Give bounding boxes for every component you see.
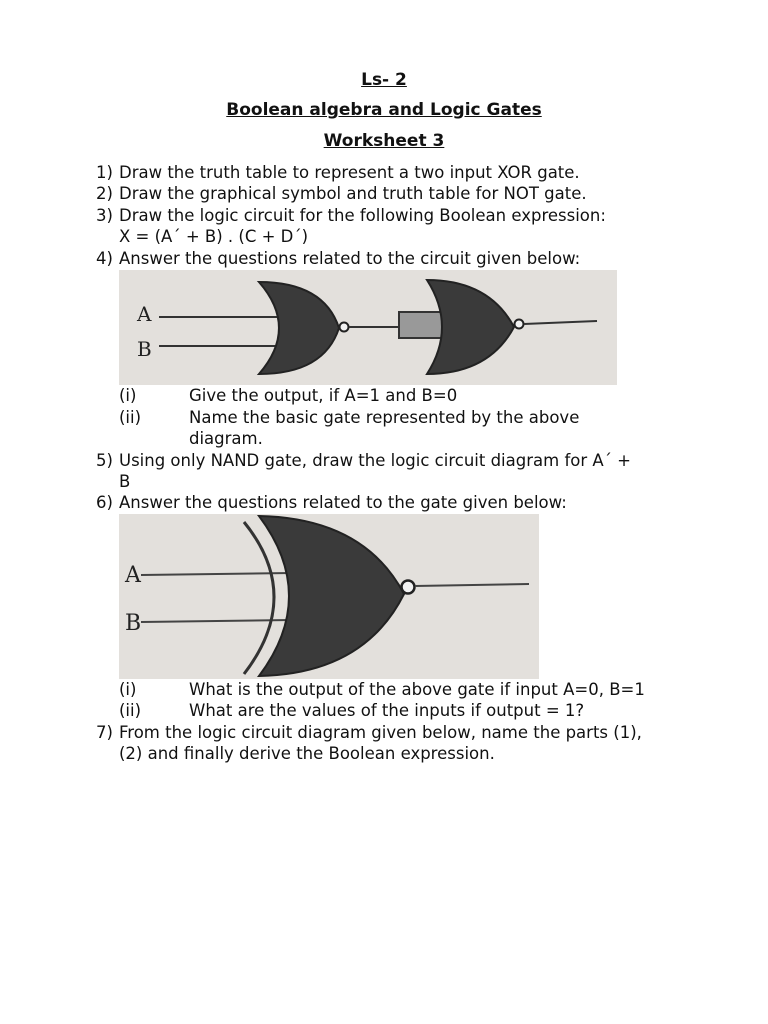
input-wire-a xyxy=(141,573,291,575)
output-wire xyxy=(524,321,597,324)
question-number: 1) xyxy=(96,163,113,182)
buffer-box xyxy=(399,312,443,338)
sub-question-number: (i) xyxy=(119,680,137,699)
question-text: Answer the questions related to the gate given below: xyxy=(119,493,567,512)
question-number: 3) xyxy=(96,206,113,225)
question-number: 2) xyxy=(96,184,113,203)
sub-question-text: Give the output, if A=1 and B=0 xyxy=(189,386,458,405)
input-label-b: B xyxy=(137,337,152,361)
output-bubble xyxy=(515,320,524,329)
boolean-expression: X = (A´ + B) . (C + D´) xyxy=(119,227,309,246)
sub-question-number: (i) xyxy=(119,386,137,405)
sub-question-text-cont: diagram. xyxy=(189,429,263,448)
or-gate-shape xyxy=(259,282,339,374)
output-bubble xyxy=(402,581,415,594)
question-text: Draw the logic circuit for the following Boolean expression: xyxy=(119,206,606,225)
question-text-cont: (2) and finally derive the Boolean expression. xyxy=(119,744,495,763)
question-number: 7) xyxy=(96,723,113,742)
worksheet-code: Ls- 2 xyxy=(361,70,407,90)
sub-question-number: (ii) xyxy=(119,701,142,720)
question-text: Draw the truth table to represent a two input XOR gate. xyxy=(119,163,580,182)
sub-question-number: (ii) xyxy=(119,408,142,427)
circuit-figure-nor-not xyxy=(119,270,617,385)
question-number: 6) xyxy=(96,493,113,512)
input-label-b: B xyxy=(125,611,142,636)
input-wire-b xyxy=(141,620,291,622)
question-text: Using only NAND gate, draw the logic circuit diagram for A´ + xyxy=(119,451,631,470)
question-number: 4) xyxy=(96,249,113,268)
question-text: From the logic circuit diagram given below, name the parts (1), xyxy=(119,723,642,742)
question-text: Draw the graphical symbol and truth table for NOT gate. xyxy=(119,184,587,203)
question-text-cont: B xyxy=(119,472,131,491)
input-label-a: A xyxy=(137,302,152,326)
question-number: 5) xyxy=(96,451,113,470)
sub-question-text: Name the basic gate represented by the above xyxy=(189,408,580,427)
inversion-bubble xyxy=(340,323,349,332)
xor-gate-shape xyxy=(259,516,404,676)
worksheet-number: Worksheet 3 xyxy=(323,131,445,151)
sub-question-text: What is the output of the above gate if input A=0, B=1 xyxy=(189,680,645,699)
sub-question-text: What are the values of the inputs if output = 1? xyxy=(189,701,585,720)
question-text: Answer the questions related to the circuit given below: xyxy=(119,249,581,268)
xor-curve xyxy=(244,522,274,674)
output-wire xyxy=(415,584,529,586)
input-label-a: A xyxy=(125,563,141,588)
page-title: Boolean algebra and Logic Gates xyxy=(226,100,542,120)
circuit-figure-xnor xyxy=(119,514,539,679)
